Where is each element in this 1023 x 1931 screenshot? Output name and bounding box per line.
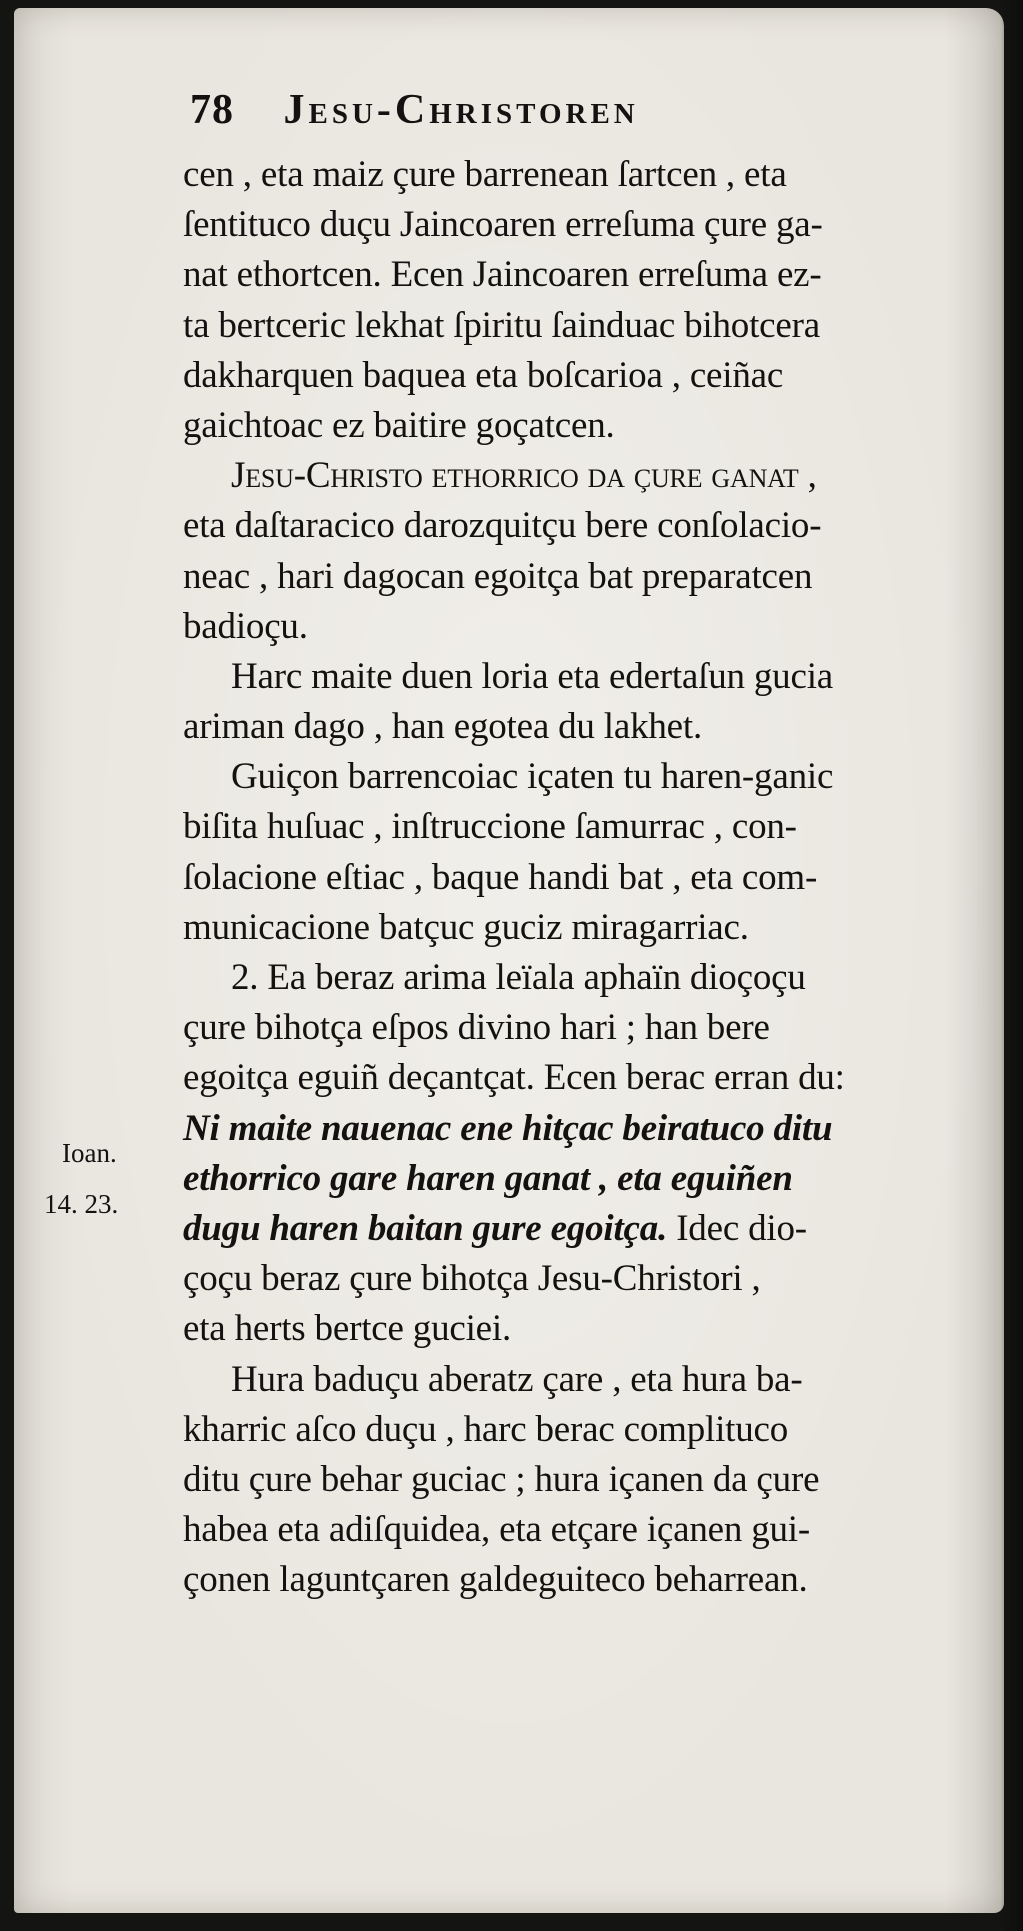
- text-line: Harc maite duen loria eta edertaſun gucia: [231, 655, 833, 697]
- text-line: gaichtoac ez baitire goçatcen.: [183, 404, 615, 446]
- margin-reference-verse: 14. 23.: [44, 1189, 119, 1219]
- margin-reference-book: Ioan.: [62, 1138, 117, 1168]
- text-line: cen , eta maiz çure barrenean ſartcen , eta: [183, 154, 787, 195]
- text-line: ta bertceric lekhat ſpiritu ſainduac bihotcera: [183, 304, 820, 346]
- text-line: nat ethortcen. Ecen Jaincoaren erreſuma ez-: [183, 254, 822, 296]
- running-title: Jesu-Christoren: [283, 87, 639, 133]
- scripture-quote-end: dugu haren baitan gure egoitça.: [183, 1207, 668, 1249]
- body-text: [183, 150, 1003, 1605]
- scripture-quote-line: Ni maite nauenac ene hitçac beiratuco ditu: [183, 1107, 833, 1149]
- text-line: [183, 1204, 1003, 1254]
- text-line: Guiçon barrencoiac içaten tu haren-ganic: [231, 756, 834, 798]
- text-line: ariman dago , han egotea du lakhet.: [183, 706, 703, 748]
- text-line: ſentituco duçu Jaincoaren erreſuma çure ga-: [183, 204, 823, 246]
- text-line: egoitça eguiñ deçantçat. Ecen berac erran du:: [183, 1057, 845, 1099]
- text-line: badioçu.: [183, 605, 308, 647]
- text-line: çonen laguntçaren galdeguiteco beharrean.: [183, 1559, 808, 1601]
- text-line: çoçu beraz çure bihotça Jesu-Christori ,: [183, 1258, 761, 1300]
- text-line: çure bihotça eſpos divino hari ; han bere: [183, 1007, 770, 1049]
- text-line: kharric aſco duçu , harc berac complituco: [183, 1408, 789, 1450]
- text-line: dakharquen baquea eta boſcarioa , ceiñac: [183, 354, 784, 396]
- text-line: eta daſtaracico darozquitçu bere conſolacio-: [183, 505, 822, 547]
- text-line: Jesu-Christo ethorrico da çure ganat ,: [231, 455, 817, 497]
- page-number: 78: [190, 87, 234, 133]
- page-edge-shadow: [1001, 0, 1023, 1931]
- text-line: biſita huſuac , inſtruccione ſamurrac , con-: [183, 806, 797, 848]
- text-line: municacione batçuc guciz miragarriac.: [183, 906, 749, 948]
- text-fragment: Idec dio-: [676, 1207, 807, 1249]
- text-line: Hura baduçu aberatz çare , eta hura ba-: [231, 1358, 803, 1400]
- text-line: ſolacione eſtiac , baque handi bat , eta com-: [183, 856, 818, 898]
- page-header: [190, 86, 639, 134]
- text-line: 2. Ea beraz arima leïala aphaïn dioçoçu: [231, 957, 806, 998]
- text-line: eta herts bertce guciei.: [183, 1308, 512, 1350]
- text-line: habea eta adiſquidea, eta etçare içanen gui-: [183, 1509, 811, 1551]
- scripture-quote-line: ethorrico gare haren ganat , eta eguiñen: [183, 1157, 793, 1199]
- text-line: neac , hari dagocan egoitça bat preparatcen: [183, 555, 813, 597]
- text-line: ditu çure behar guciac ; hura içanen da çure: [183, 1458, 820, 1500]
